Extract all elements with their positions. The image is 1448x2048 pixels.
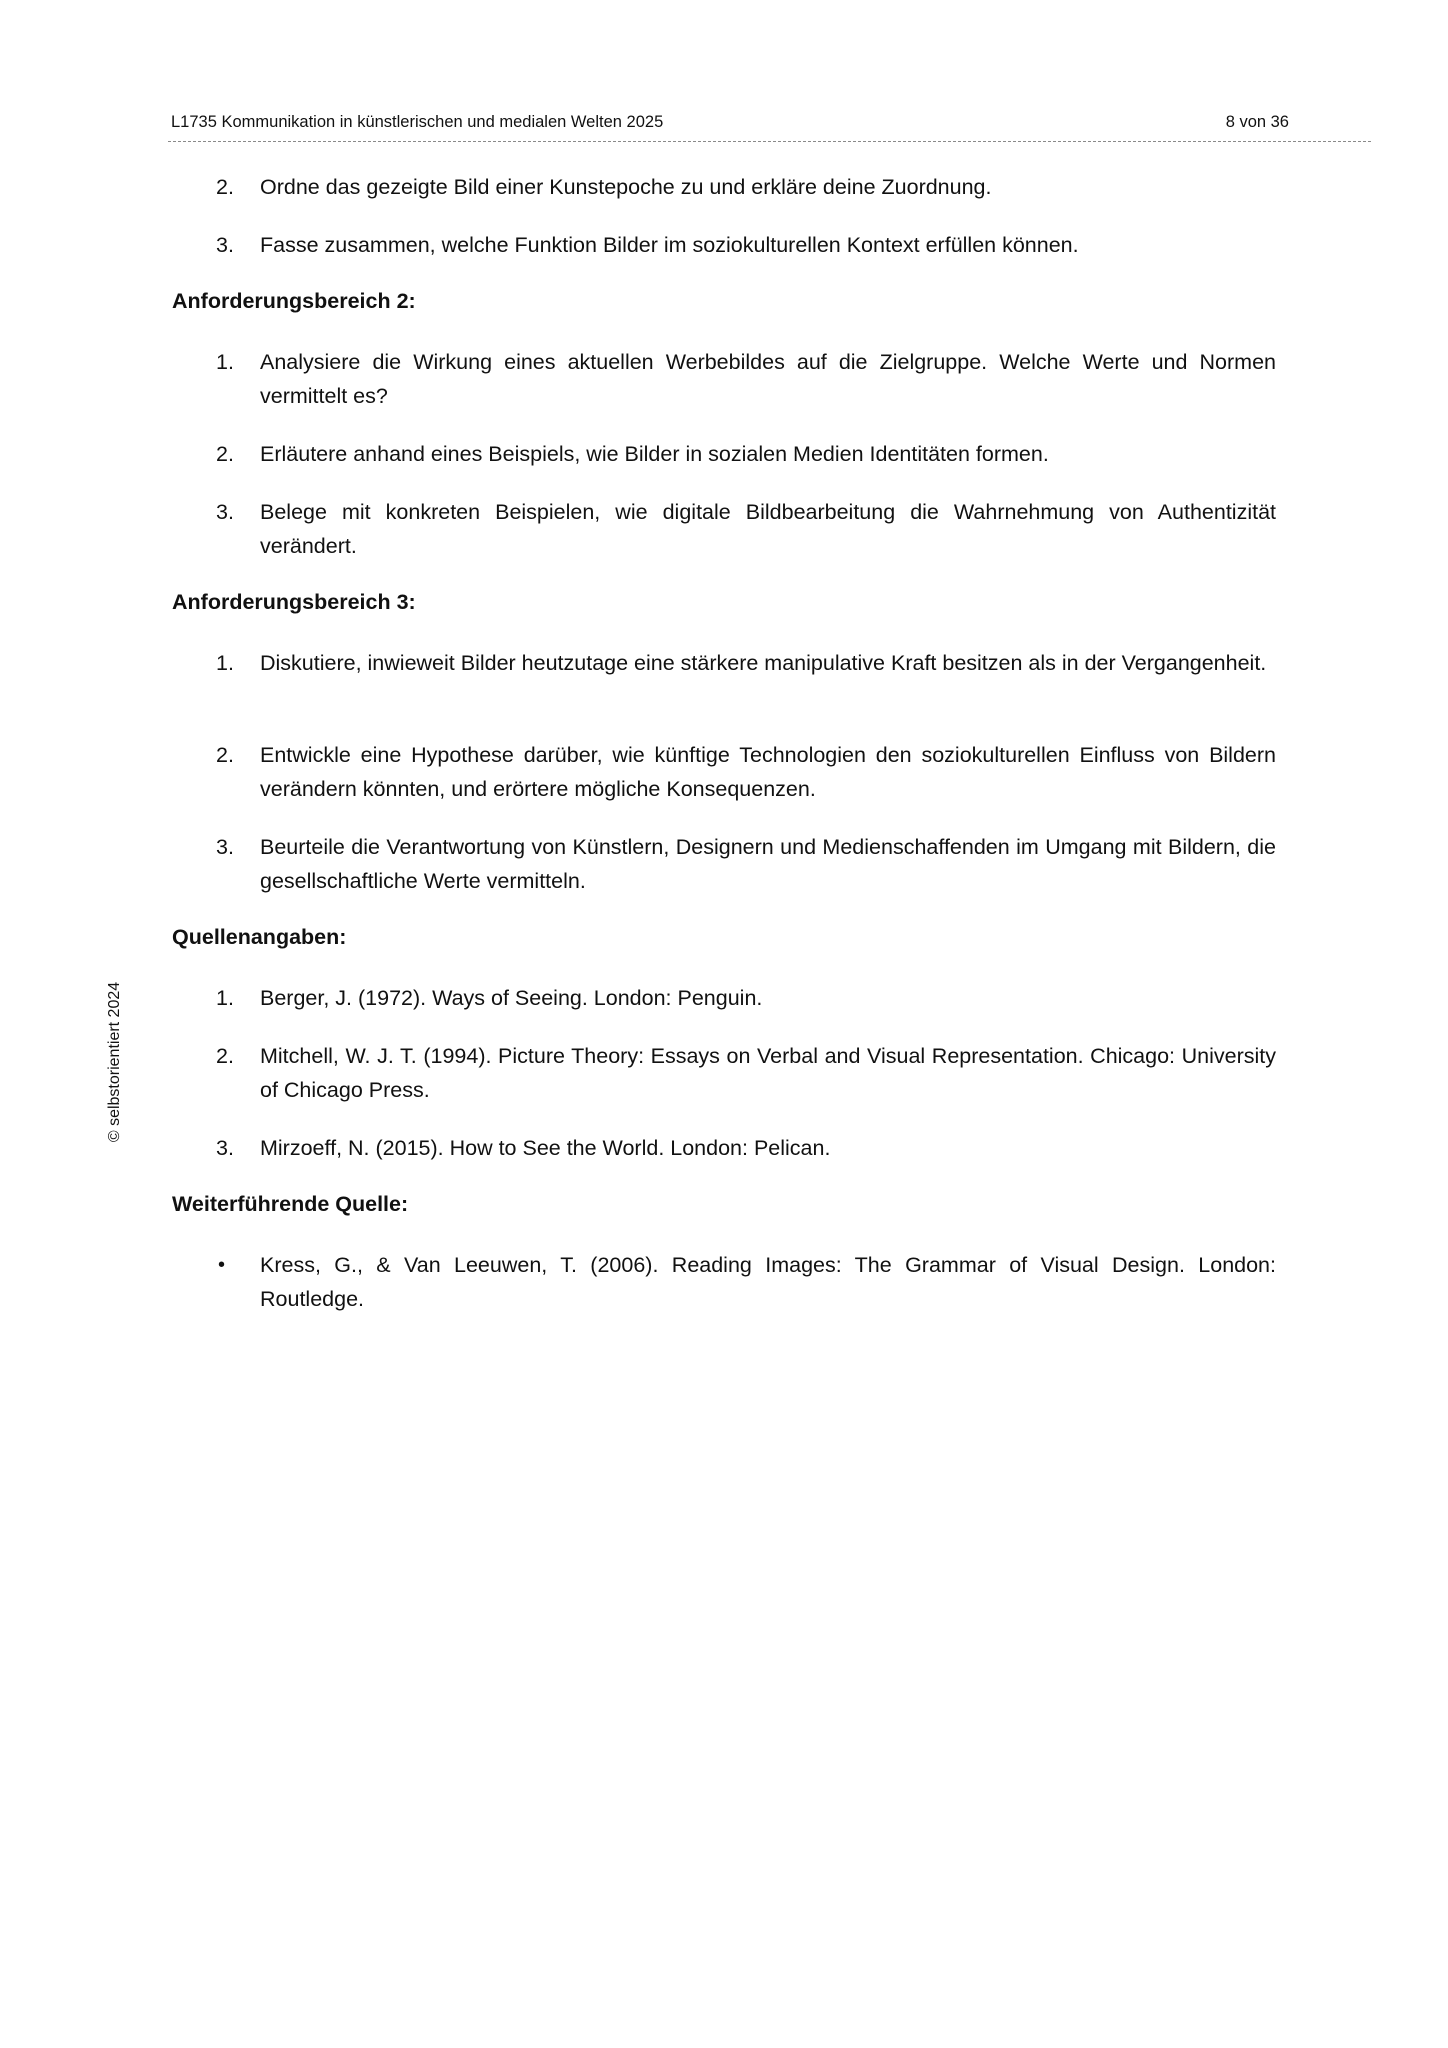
- section-heading: Quellenangaben:: [172, 925, 347, 949]
- item-text: Erläutere anhand eines Beispiels, wie Bilder in sozialen Medien Identitäten formen.: [260, 442, 1049, 466]
- item-text: Entwickle eine Hypothese darüber, wie künftige Technologien den soziokulturellen Einfluss von Bildern verändern könnten, und erörtere mögliche Konsequenzen.: [260, 743, 1276, 801]
- item-number: 1.: [216, 350, 234, 374]
- item-text: Berger, J. (1972). Ways of Seeing. London: Penguin.: [260, 986, 763, 1010]
- page-header: [168, 113, 1371, 142]
- item-text: Ordne das gezeigte Bild einer Kunstepoche zu und erkläre deine Zuordnung.: [260, 175, 992, 199]
- list-item: [172, 738, 1276, 806]
- item-text: Analysiere die Wirkung eines aktuellen Werbebildes auf die Zielgruppe. Welche Werte und Normen vermittelt es?: [260, 350, 1276, 408]
- section-heading: Anforderungsbereich 2:: [172, 289, 416, 313]
- list-item: [172, 1039, 1276, 1107]
- item-number: 3.: [216, 1136, 234, 1160]
- item-number: 2.: [216, 175, 234, 199]
- list-item: [172, 345, 1276, 413]
- item-text: Fasse zusammen, welche Funktion Bilder im soziokulturellen Kontext erfüllen können.: [260, 233, 1079, 257]
- list-item: [172, 437, 1276, 471]
- list-item: [172, 1248, 1276, 1316]
- document-title: L1735 Kommunikation in künstlerischen und medialen Welten 2025: [171, 113, 664, 131]
- item-text: Diskutiere, inwieweit Bilder heutzutage eine stärkere manipulative Kraft besitzen als in der Vergangenheit.: [260, 651, 1267, 675]
- list-item: [172, 981, 1276, 1015]
- item-number: 3.: [216, 233, 234, 257]
- item-number: 2.: [216, 442, 234, 466]
- section-heading: Anforderungsbereich 3:: [172, 590, 416, 614]
- bullet-icon: •: [218, 1254, 226, 1276]
- item-number: 3.: [216, 835, 234, 859]
- item-text: Kress, G., & Van Leeuwen, T. (2006). Reading Images: The Grammar of Visual Design. London: Routledge.: [260, 1253, 1276, 1311]
- section-heading: Weiterführende Quelle:: [172, 1192, 409, 1216]
- item-number: 1.: [216, 651, 234, 675]
- item-number: 1.: [216, 986, 234, 1010]
- copyright-note: © selbstorientiert 2024: [106, 981, 123, 1143]
- list-item: [172, 1131, 1276, 1165]
- item-text: Belege mit konkreten Beispielen, wie digitale Bildbearbeitung die Wahrnehmung von Authentizität verändert.: [260, 500, 1276, 558]
- item-text: Mitchell, W. J. T. (1994). Picture Theory: Essays on Verbal and Visual Representation. Chicago: University of Chicago Press.: [260, 1044, 1276, 1102]
- item-number: 2.: [216, 1044, 234, 1068]
- item-number: 3.: [216, 500, 234, 524]
- list-item: [172, 646, 1276, 680]
- list-item: [172, 170, 1276, 204]
- page-number: 8 von 36: [1225, 113, 1289, 131]
- list-item: [172, 228, 1276, 262]
- item-text: Mirzoeff, N. (2015). How to See the World. London: Pelican.: [260, 1136, 831, 1160]
- list-item: [172, 495, 1276, 563]
- item-text: Beurteile die Verantwortung von Künstlern, Designern und Medienschaffenden im Umgang mit Bildern, die gesellschaftliche Werte vermitteln.: [260, 835, 1276, 893]
- item-number: 2.: [216, 743, 234, 767]
- list-item: [172, 830, 1276, 898]
